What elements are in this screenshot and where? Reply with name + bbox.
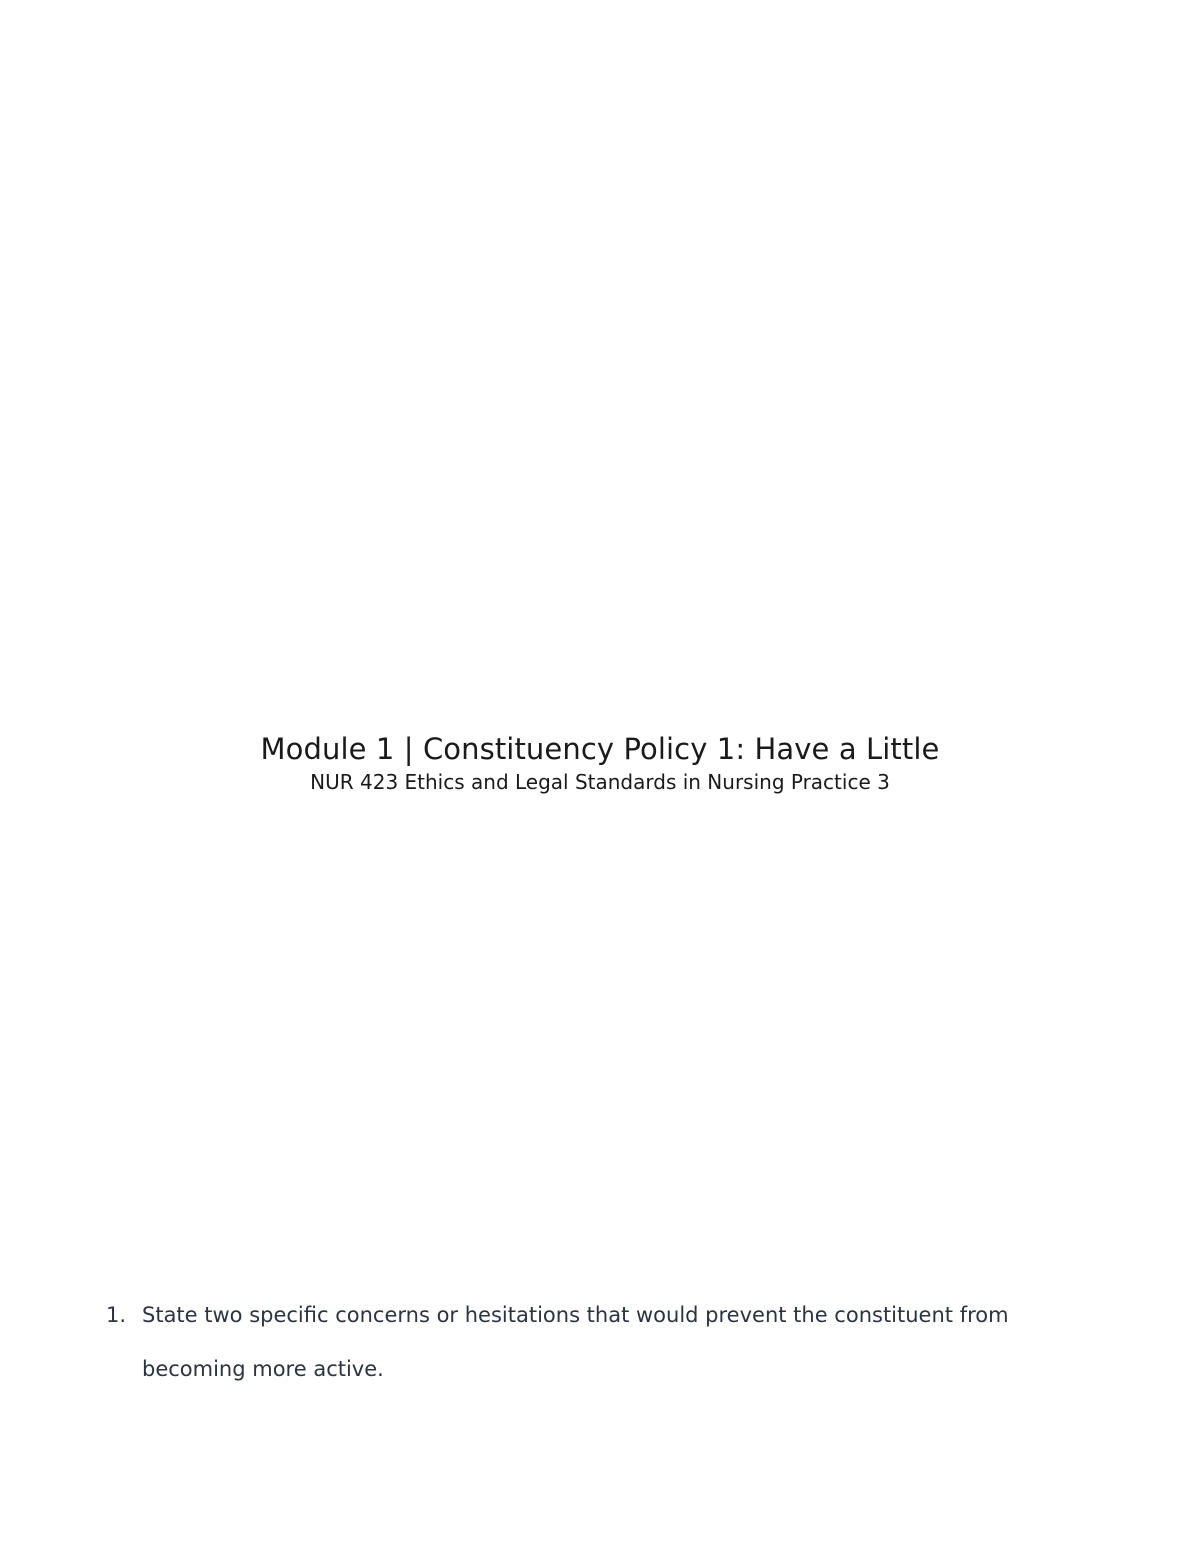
question-text: State two specific concerns or hesitations that would prevent the constituent from becoming more active. — [142, 1303, 1009, 1381]
question-number: 1. — [106, 1303, 127, 1327]
title-block — [0, 730, 1200, 796]
document-title: Module 1 | Constituency Policy 1: Have a Little — [260, 732, 940, 766]
document-subtitle: NUR 423 Ethics and Legal Standards in Nursing Practice 3 — [310, 770, 890, 794]
question-list — [106, 1288, 1086, 1396]
question-item — [106, 1288, 1086, 1396]
